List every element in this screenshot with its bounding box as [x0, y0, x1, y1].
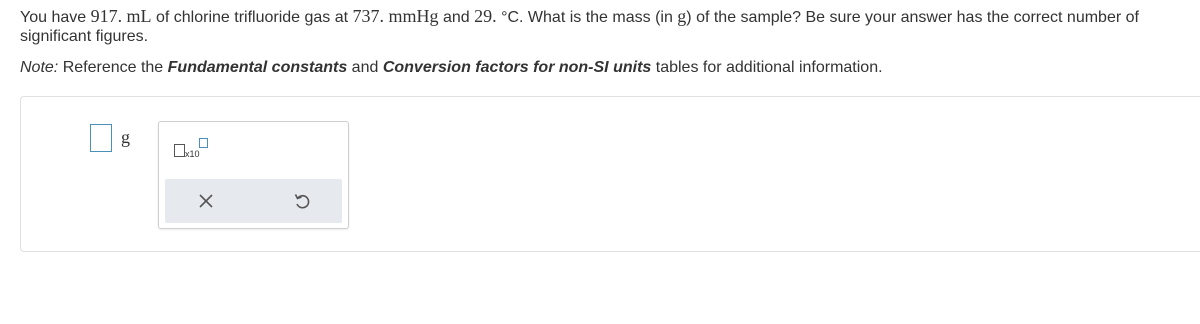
note-text: Reference the [58, 59, 168, 76]
mass-unit: g [677, 6, 687, 26]
palette-button-bar [165, 179, 342, 223]
clear-button[interactable] [195, 190, 217, 212]
temperature-unit: °C. [501, 9, 524, 26]
conversion-factors-ref: Conversion factors for non-SI units [382, 59, 652, 76]
answer-unit: g [121, 127, 130, 147]
question-text: What is the mass (in [523, 9, 678, 26]
note-label: Note: [20, 59, 59, 76]
question-line-2: significant figures. [20, 28, 149, 45]
note [20, 58, 883, 78]
x10-label: x10 [185, 149, 200, 159]
question-text: You have [20, 9, 91, 26]
note-text: and [347, 59, 383, 76]
undo-icon [291, 190, 313, 212]
close-icon [195, 190, 217, 212]
base-box [174, 144, 185, 157]
volume-value: 917. [90, 6, 123, 26]
question-text: and [438, 9, 475, 26]
pressure-unit: mmHg [388, 6, 439, 26]
pressure-value: 737. [352, 6, 385, 26]
fundamental-constants-ref: Fundamental constants [167, 59, 348, 76]
volume-unit: mL [126, 6, 152, 26]
question-text: ) of the sample? Be sure your answer has the correct number of [686, 9, 1139, 26]
answer-input[interactable] [90, 124, 112, 152]
question-line-1 [20, 6, 1139, 28]
note-text: tables for additional information. [651, 59, 883, 76]
exponent-box [199, 138, 208, 148]
question-text: of chlorine trifluoride gas at [151, 9, 353, 26]
undo-button[interactable] [291, 190, 313, 212]
temperature-value: 29. [474, 6, 497, 26]
scientific-notation-button[interactable] [174, 136, 214, 162]
